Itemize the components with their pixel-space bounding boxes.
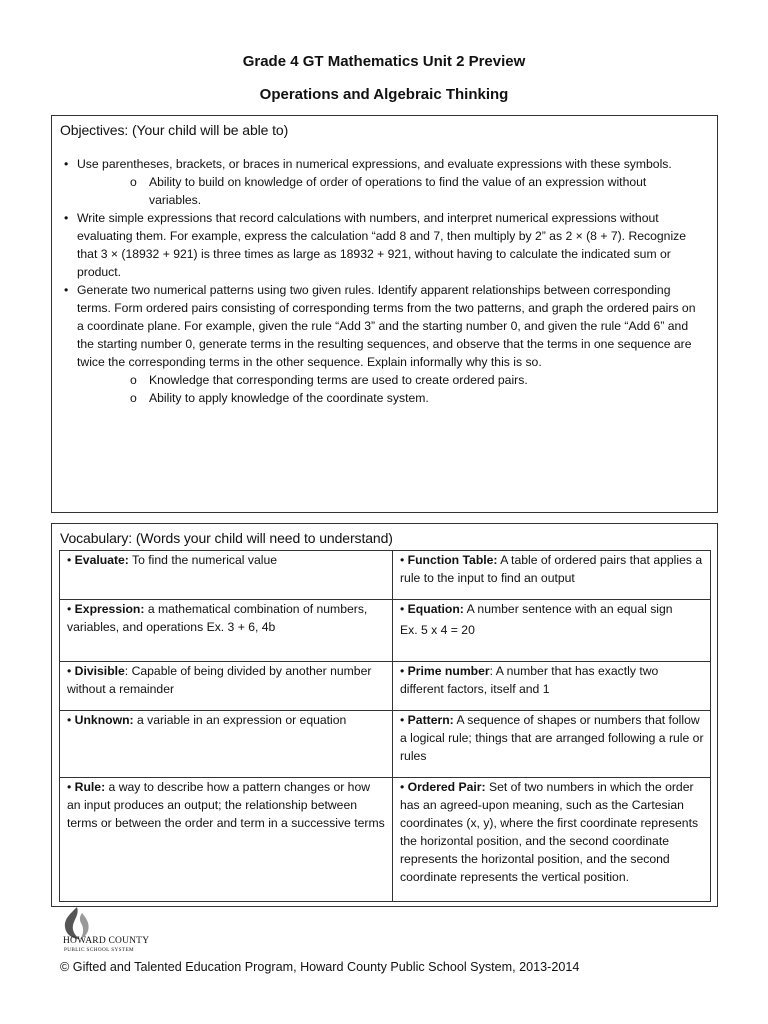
vocab-cell-unknown: • Unknown: a variable in an expression or equation [60,711,393,778]
objective-item: • Use parentheses, brackets, or braces in numerical expressions, and evaluate expressions with these symbols. [52,155,703,173]
vocab-example: Ex. 5 x 4 = 20 [400,623,475,637]
vocab-term: Rule: [74,780,106,794]
vocab-cell-equation: • Equation: A number sentence with an equal sign Ex. 5 x 4 = 20 [393,600,711,662]
vocab-term: Expression: [74,602,145,616]
vocab-term: Evaluate: [74,553,129,567]
vocab-cell-rule: • Rule: a way to describe how a pattern changes or how an input produces an output; the relationship between terms or between the order and term in a successive terms [60,778,393,902]
objective-subitem: o Ability to build on knowledge of order of operations to find the value of an expression without variables. [52,173,677,209]
vocab-cell-evaluate: • Evaluate: To find the numerical value [60,551,393,600]
vocabulary-heading: Vocabulary: (Words your child will need to understand) [60,530,393,546]
logo-line1: HOWARD COUNTY [63,936,150,946]
vocab-definition: a mathematical combination of numbers, variables, and operations Ex. 3 + 6, 4b [67,602,368,634]
objective-item: • Generate two numerical patterns using two given rules. Identify apparent relationships between corresponding terms. Form ordered pairs consisting of corresponding terms from the two patterns, and graph the ordered pairs on a coordinate plane. For example, given the rule “Add 3” and the starting number 0, and given the rule “Add 6” and the starting number 0, generate terms in the resulting sequences, and observe that the terms in one sequence are twice the corresponding terms in the other sequence. Explain informally why this is so. [52,281,703,371]
page-title: Grade 4 GT Mathematics Unit 2 Preview [242,53,526,70]
table-row [60,551,711,600]
vocab-cell-pattern: • Pattern: A sequence of shapes or numbers that follow a logical rule; things that are arranged following a rule or rules [393,711,711,778]
objectives-box [51,115,718,513]
vocab-term: Equation: [407,602,464,616]
vocab-term: Divisible [74,664,125,678]
vocab-cell-divisible: • Divisible: Capable of being divided by another number without a remainder [60,662,393,711]
vocab-definition: To find the numerical value [128,553,278,567]
footer-copyright: © Gifted and Talented Education Program, Howard County Public School System, 2013-2014 [60,960,580,974]
page-subtitle: Operations and Algebraic Thinking [259,86,509,103]
vocab-term: Function Table: [407,553,498,567]
vocabulary-box [51,523,718,907]
vocab-term: Pattern: [407,713,454,727]
vocab-definition: A sequence of shapes or numbers that follow a logical rule; things that are arranged following a rule or rules [400,713,704,763]
objective-subitem: o Ability to apply knowledge of the coordinate system. [52,389,677,407]
objective-subitem: o Knowledge that corresponding terms are used to create ordered pairs. [52,371,677,389]
vocab-definition: a variable in an expression or equation [133,713,347,727]
vocab-cell-ordered-pair: • Ordered Pair: Set of two numbers in which the order has an agreed-upon meaning, such as the Cartesian coordinates (x, y), where the first coordinate represents the horizontal position, and the second coordinate represents the horizontal position, and the second coordinate represents the vertical position. [393,778,711,902]
objectives-list [52,155,717,407]
vocab-cell-expression: • Expression: a mathematical combination of numbers, variables, and operations Ex. 3 + 6, 4b [60,600,393,662]
vocab-definition: A number sentence with an equal sign [463,602,673,616]
vocabulary-table [59,550,711,902]
table-row [60,662,711,711]
logo-line2: PUBLIC SCHOOL SYSTEM [64,947,135,953]
school-system-logo [60,905,160,957]
vocab-definition: : A number that has exactly two different factors, itself and 1 [400,664,659,696]
table-row [60,600,711,662]
vocab-term: Prime number [407,664,490,678]
table-row [60,711,711,778]
vocab-definition: Set of two numbers in which the order has an agreed-upon meaning, such as the Cartesian coordinates (x, y), where the first coordinate represents the horizontal position, and the second coordinate represents the horizontal position, and the second coordinate represents the vertical position. [400,780,699,884]
vocab-definition: A table of ordered pairs that applies a rule to the input to find an output [400,553,703,585]
vocab-cell-function-table: • Function Table: A table of ordered pairs that applies a rule to the input to find an output [393,551,711,600]
vocab-definition: : Capable of being divided by another number without a remainder [67,664,372,696]
objective-item: • Write simple expressions that record calculations with numbers, and interpret numerical expressions without evaluating them. For example, express the calculation “add 8 and 7, then multiply by 2” as 2 × (8 + 7). Recognize that 3 × (18932 + 921) is three times as large as 18932 + 921, without having to calculate the indicated sum or product. [52,209,703,281]
vocab-term: Ordered Pair: [407,780,486,794]
objectives-heading: Objectives: (Your child will be able to) [60,122,289,138]
vocab-cell-prime-number: • Prime number: A number that has exactly two different factors, itself and 1 [393,662,711,711]
vocab-term: Unknown: [74,713,134,727]
table-row [60,778,711,902]
vocab-definition: a way to describe how a pattern changes or how an input produces an output; the relationship between terms or between the order and term in a successive terms [67,780,385,830]
